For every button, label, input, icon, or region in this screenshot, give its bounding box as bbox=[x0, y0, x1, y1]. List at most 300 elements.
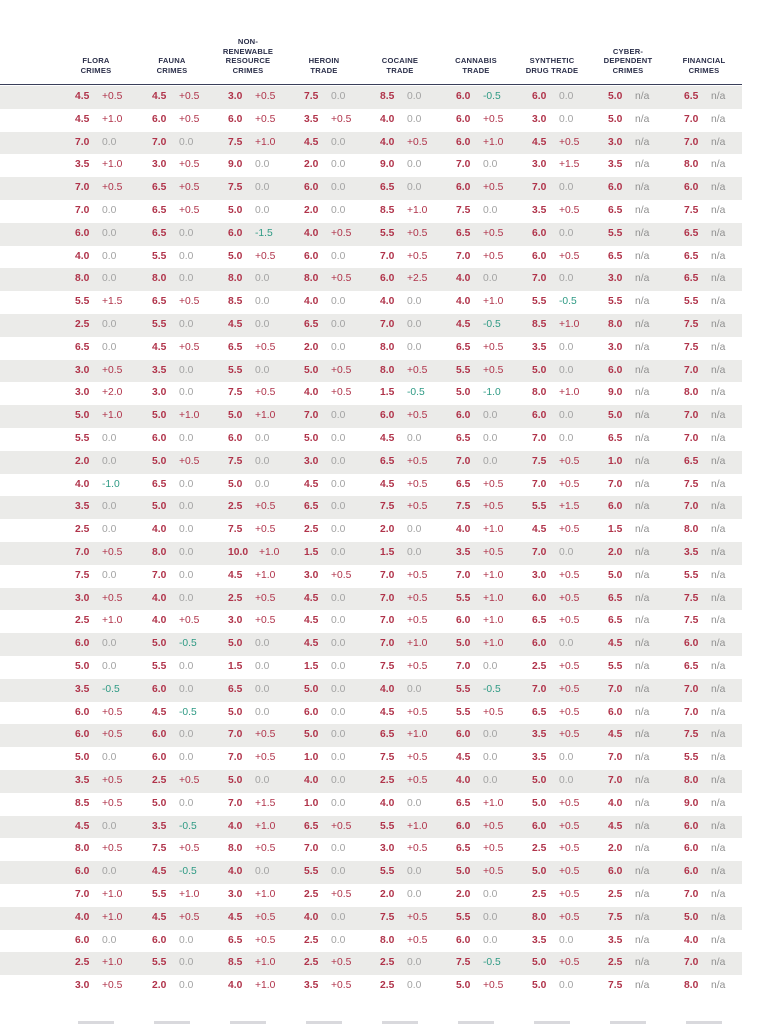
table-cell-flora bbox=[75, 291, 122, 314]
change-value: +0.5 bbox=[331, 957, 352, 969]
table-cell-nonrenewable bbox=[228, 109, 275, 132]
score-value: 5.0 bbox=[456, 866, 471, 878]
change-value: +0.5 bbox=[559, 820, 580, 832]
change-value: 0.0 bbox=[407, 296, 422, 308]
score-value: 9.0 bbox=[608, 387, 623, 399]
table-cell-synthetic bbox=[532, 132, 579, 155]
change-value: 0.0 bbox=[559, 227, 574, 239]
score-value: 3.5 bbox=[304, 113, 319, 125]
change-value: +1.0 bbox=[483, 638, 504, 650]
change-value: 0.0 bbox=[102, 136, 117, 148]
column-header-line: DRUG TRADE bbox=[525, 65, 579, 75]
score-value: 2.5 bbox=[532, 889, 547, 900]
score-value: 5.5 bbox=[304, 866, 319, 878]
change-value: 0.0 bbox=[559, 980, 574, 992]
change-value: 0.0 bbox=[559, 638, 574, 650]
table-cell-fauna bbox=[152, 770, 199, 793]
table-cell-fauna bbox=[152, 952, 193, 975]
table-cell-cocaine bbox=[380, 337, 421, 360]
score-value: 8.0 bbox=[684, 524, 699, 536]
score-value: 3.0 bbox=[75, 364, 90, 376]
table-cell-fauna bbox=[152, 360, 193, 383]
table-cell-cyber bbox=[608, 952, 649, 975]
score-value: 5.0 bbox=[608, 410, 623, 422]
score-value: 4.5 bbox=[75, 91, 90, 102]
table-cell-heroin bbox=[304, 223, 351, 246]
change-value: +0.5 bbox=[407, 410, 428, 422]
table-cell-cannabis bbox=[456, 610, 503, 633]
score-value: 7.0 bbox=[380, 615, 395, 627]
table-cell-flora bbox=[75, 747, 116, 770]
change-value: 0.0 bbox=[483, 934, 498, 946]
table-cell-nonrenewable bbox=[228, 861, 269, 884]
table-cell-cocaine bbox=[380, 702, 427, 725]
change-value: 0.0 bbox=[255, 296, 270, 308]
score-value: 2.5 bbox=[532, 843, 547, 855]
table-row bbox=[0, 109, 742, 132]
table-row bbox=[0, 223, 742, 246]
score-value: 5.5 bbox=[380, 227, 395, 239]
table-cell-flora bbox=[75, 132, 116, 155]
score-value: 6.5 bbox=[608, 250, 623, 262]
change-value: 0.0 bbox=[102, 661, 117, 672]
table-cell-financial bbox=[684, 177, 725, 200]
change-value: +0.5 bbox=[407, 227, 428, 239]
table-cell-cannabis bbox=[456, 314, 501, 337]
table-cell-cocaine bbox=[380, 519, 421, 542]
table-cell-nonrenewable bbox=[228, 314, 269, 337]
change-value: n/a bbox=[635, 980, 650, 992]
table-cell-heroin bbox=[304, 542, 345, 565]
table-cell-financial bbox=[684, 952, 725, 975]
score-value: 4.0 bbox=[152, 524, 167, 536]
change-value: +0.5 bbox=[102, 775, 123, 786]
score-value: 6.5 bbox=[608, 433, 623, 444]
change-value: n/a bbox=[635, 113, 650, 125]
score-value: 6.0 bbox=[75, 227, 90, 239]
change-value: n/a bbox=[711, 113, 726, 125]
table-cell-nonrenewable bbox=[228, 610, 275, 633]
score-value: 4.0 bbox=[228, 866, 243, 878]
table-row bbox=[0, 177, 742, 200]
change-value: 0.0 bbox=[179, 250, 194, 262]
score-value: 3.5 bbox=[152, 820, 167, 832]
score-value: 7.0 bbox=[684, 410, 699, 422]
score-value: 3.5 bbox=[608, 159, 623, 171]
change-value: n/a bbox=[711, 934, 726, 946]
table-cell-fauna bbox=[152, 724, 193, 747]
column-header-line: FINANCIAL bbox=[682, 56, 726, 66]
change-value: +0.5 bbox=[559, 136, 580, 148]
score-value: 4.5 bbox=[152, 341, 167, 353]
change-value: n/a bbox=[635, 250, 650, 262]
change-value: +0.5 bbox=[179, 113, 200, 125]
table-cell-cyber bbox=[608, 86, 649, 109]
column-header-line: SYNTHETIC bbox=[529, 56, 575, 66]
table-cell-cannabis bbox=[456, 930, 497, 953]
score-value: 5.0 bbox=[532, 775, 547, 786]
change-value: 0.0 bbox=[102, 934, 117, 946]
score-value: 4.5 bbox=[608, 729, 623, 741]
table-cell-synthetic bbox=[532, 177, 573, 200]
score-value: 8.0 bbox=[152, 273, 167, 285]
table-cell-heroin bbox=[304, 679, 345, 702]
table-cell-fauna bbox=[152, 930, 193, 953]
table-cell-cannabis bbox=[456, 542, 503, 565]
change-value: n/a bbox=[635, 410, 650, 422]
change-value: 0.0 bbox=[331, 250, 346, 262]
score-value: 6.0 bbox=[152, 433, 167, 444]
score-value: 6.5 bbox=[380, 182, 395, 194]
change-value: +0.5 bbox=[179, 91, 200, 102]
score-value: 4.5 bbox=[532, 136, 547, 148]
table-cell-flora bbox=[75, 770, 122, 793]
change-value: 0.0 bbox=[255, 182, 270, 194]
table-cell-heroin bbox=[304, 360, 351, 383]
change-value: +0.5 bbox=[102, 706, 123, 718]
score-value: 1.5 bbox=[380, 387, 395, 399]
score-value: 8.0 bbox=[684, 159, 699, 171]
table-cell-cannabis bbox=[456, 565, 503, 588]
score-value: 7.0 bbox=[532, 547, 547, 558]
table-cell-nonrenewable bbox=[228, 154, 269, 177]
table-cell-cannabis bbox=[456, 474, 503, 497]
score-value: 6.5 bbox=[228, 683, 243, 695]
table-cell-cocaine bbox=[380, 724, 427, 747]
score-value: 7.0 bbox=[456, 661, 471, 672]
change-value: n/a bbox=[711, 638, 726, 650]
change-value: n/a bbox=[711, 159, 726, 171]
table-cell-flora bbox=[75, 793, 122, 816]
table-row bbox=[0, 200, 742, 223]
score-value: 1.5 bbox=[304, 547, 319, 558]
change-value: n/a bbox=[635, 569, 650, 581]
change-value: n/a bbox=[635, 91, 650, 102]
change-value: +0.5 bbox=[102, 182, 123, 194]
score-value: 6.5 bbox=[684, 661, 699, 672]
change-value: 0.0 bbox=[407, 319, 422, 330]
table-cell-fauna bbox=[152, 132, 193, 155]
table-cell-flora bbox=[75, 952, 122, 975]
table-cell-cocaine bbox=[380, 952, 421, 975]
change-value: n/a bbox=[711, 889, 726, 900]
table-cell-flora bbox=[75, 177, 122, 200]
change-value: +0.5 bbox=[255, 729, 276, 741]
change-value: 0.0 bbox=[179, 592, 194, 604]
score-value: 2.5 bbox=[75, 615, 90, 627]
table-cell-heroin bbox=[304, 952, 351, 975]
change-value: n/a bbox=[635, 706, 650, 718]
change-value: 0.0 bbox=[483, 729, 498, 741]
change-value: 0.0 bbox=[331, 478, 346, 490]
table-cell-cannabis bbox=[456, 177, 503, 200]
score-value: 6.0 bbox=[684, 843, 699, 855]
change-value: +0.5 bbox=[407, 934, 428, 946]
change-value: 0.0 bbox=[407, 159, 422, 171]
change-value: n/a bbox=[711, 866, 726, 878]
table-cell-synthetic bbox=[532, 474, 579, 497]
score-value: 7.5 bbox=[532, 455, 547, 467]
table-cell-cyber bbox=[608, 884, 649, 907]
table-cell-financial bbox=[684, 565, 725, 588]
change-value: +0.5 bbox=[331, 227, 352, 239]
score-value: 1.5 bbox=[380, 547, 395, 558]
change-value: 0.0 bbox=[102, 638, 117, 650]
table-row bbox=[0, 952, 742, 975]
score-value: 6.0 bbox=[456, 91, 471, 102]
table-cell-nonrenewable bbox=[228, 679, 269, 702]
score-value: 5.0 bbox=[456, 980, 471, 992]
change-value: +0.5 bbox=[331, 980, 352, 992]
table-cell-heroin bbox=[304, 177, 345, 200]
change-value: +1.0 bbox=[255, 136, 276, 148]
table-cell-heroin bbox=[304, 793, 345, 816]
table-cell-cannabis bbox=[456, 679, 501, 702]
table-cell-nonrenewable bbox=[228, 474, 269, 497]
table-cell-heroin bbox=[304, 474, 345, 497]
score-value: 6.0 bbox=[456, 615, 471, 627]
score-value: 9.0 bbox=[228, 159, 243, 171]
score-value: 7.5 bbox=[380, 911, 395, 923]
change-value: +0.5 bbox=[407, 661, 428, 672]
score-value: 7.5 bbox=[228, 387, 243, 399]
change-value: +0.5 bbox=[559, 455, 580, 467]
table-cell-cannabis bbox=[456, 132, 503, 155]
table-cell-fauna bbox=[152, 588, 193, 611]
table-cell-cyber bbox=[608, 633, 649, 656]
change-value: n/a bbox=[711, 273, 726, 285]
column-header-line: RESOURCE bbox=[225, 56, 271, 66]
change-value: 0.0 bbox=[331, 136, 346, 148]
score-value: 2.0 bbox=[75, 455, 90, 467]
table-cell-synthetic bbox=[532, 314, 579, 337]
table-cell-cannabis bbox=[456, 861, 503, 884]
score-value: 7.0 bbox=[456, 159, 471, 171]
change-value: +0.5 bbox=[179, 911, 200, 923]
change-value: 0.0 bbox=[407, 182, 422, 194]
score-value: 5.5 bbox=[532, 296, 547, 308]
table-row bbox=[0, 702, 742, 725]
score-value: 5.0 bbox=[228, 478, 243, 490]
score-value: 2.0 bbox=[608, 843, 623, 855]
score-value: 5.0 bbox=[608, 569, 623, 581]
change-value: +1.0 bbox=[483, 136, 504, 148]
score-value: 2.5 bbox=[304, 957, 319, 969]
column-header-cyber bbox=[590, 47, 666, 75]
change-value: 0.0 bbox=[102, 341, 117, 353]
table-cell-synthetic bbox=[532, 223, 573, 246]
table-cell-cyber bbox=[608, 109, 649, 132]
score-value: 6.5 bbox=[152, 182, 167, 194]
score-value: 3.5 bbox=[75, 775, 90, 786]
score-value: 7.0 bbox=[75, 136, 90, 148]
change-value: +1.0 bbox=[559, 319, 580, 330]
change-value: 0.0 bbox=[102, 319, 117, 330]
change-value: 0.0 bbox=[559, 410, 574, 422]
table-cell-financial bbox=[684, 542, 725, 565]
table-cell-cyber bbox=[608, 588, 649, 611]
score-value: 3.0 bbox=[304, 569, 319, 581]
table-cell-synthetic bbox=[532, 86, 573, 109]
score-value: 5.5 bbox=[608, 296, 623, 308]
table-cell-cannabis bbox=[456, 496, 503, 519]
change-value: 0.0 bbox=[255, 478, 270, 490]
change-value: n/a bbox=[711, 569, 726, 581]
score-value: 4.0 bbox=[456, 775, 471, 786]
change-value: +0.5 bbox=[559, 250, 580, 262]
score-value: 3.0 bbox=[304, 455, 319, 467]
table-cell-heroin bbox=[304, 496, 345, 519]
table-cell-synthetic bbox=[532, 747, 573, 770]
score-value: 5.0 bbox=[75, 410, 90, 422]
table-cell-cocaine bbox=[380, 633, 427, 656]
change-value: +2.5 bbox=[407, 273, 428, 285]
table-cell-cannabis bbox=[456, 360, 503, 383]
table-cell-heroin bbox=[304, 405, 345, 428]
table-cell-financial bbox=[684, 132, 725, 155]
table-cell-synthetic bbox=[532, 816, 579, 839]
table-cell-cannabis bbox=[456, 770, 497, 793]
table-cell-heroin bbox=[304, 565, 351, 588]
change-value: +0.5 bbox=[102, 592, 123, 604]
score-value: 6.0 bbox=[532, 91, 547, 102]
table-cell-financial bbox=[684, 291, 725, 314]
change-value: 0.0 bbox=[255, 706, 270, 718]
change-value: 0.0 bbox=[559, 433, 574, 444]
score-value: 3.0 bbox=[152, 159, 167, 171]
change-value: 0.0 bbox=[255, 319, 270, 330]
table-cell-synthetic bbox=[532, 360, 573, 383]
column-header-line: TRADE bbox=[386, 65, 414, 75]
score-value: 7.0 bbox=[152, 136, 167, 148]
change-value: 0.0 bbox=[102, 866, 117, 878]
column-header-line: FAUNA bbox=[158, 56, 186, 66]
score-value: 6.5 bbox=[228, 934, 243, 946]
table-cell-financial bbox=[684, 793, 725, 816]
change-value: n/a bbox=[711, 227, 726, 239]
table-cell-heroin bbox=[304, 907, 345, 930]
score-value: 7.5 bbox=[380, 661, 395, 672]
score-value: 8.0 bbox=[304, 273, 319, 285]
change-value: -0.5 bbox=[483, 319, 501, 330]
table-row bbox=[0, 451, 742, 474]
score-value: 7.5 bbox=[684, 729, 699, 741]
score-value: 2.0 bbox=[304, 159, 319, 171]
score-value: 7.5 bbox=[380, 501, 395, 513]
change-value: +1.0 bbox=[483, 524, 504, 536]
table-cell-financial bbox=[684, 610, 725, 633]
change-value: +0.5 bbox=[559, 569, 580, 581]
table-cell-fauna bbox=[152, 907, 199, 930]
score-value: 4.5 bbox=[152, 866, 167, 878]
table-row bbox=[0, 633, 742, 656]
score-value: 3.0 bbox=[532, 569, 547, 581]
table-cell-fauna bbox=[152, 177, 199, 200]
score-value: 7.0 bbox=[228, 729, 243, 741]
change-value: +0.5 bbox=[407, 752, 428, 764]
table-cell-flora bbox=[75, 200, 116, 223]
score-value: 6.0 bbox=[456, 182, 471, 194]
table-cell-fauna bbox=[152, 200, 199, 223]
change-value: n/a bbox=[711, 182, 726, 194]
table-cell-cyber bbox=[608, 610, 649, 633]
table-cell-nonrenewable bbox=[228, 702, 269, 725]
score-value: 7.0 bbox=[532, 478, 547, 490]
score-value: 7.5 bbox=[608, 911, 623, 923]
change-value: 0.0 bbox=[331, 159, 346, 171]
change-value: +0.5 bbox=[255, 250, 276, 262]
change-value: n/a bbox=[635, 227, 650, 239]
table-cell-cannabis bbox=[456, 291, 503, 314]
table-cell-flora bbox=[75, 838, 122, 861]
score-value: 6.5 bbox=[684, 227, 699, 239]
score-value: 3.5 bbox=[75, 159, 90, 171]
change-value: n/a bbox=[635, 387, 650, 399]
score-value: 6.5 bbox=[380, 729, 395, 741]
change-value: 0.0 bbox=[179, 934, 194, 946]
change-value: +1.5 bbox=[102, 296, 123, 308]
score-value: 3.0 bbox=[228, 615, 243, 627]
change-value: n/a bbox=[711, 615, 726, 627]
table-cell-fauna bbox=[152, 884, 199, 907]
column-header-line: CRIMES bbox=[156, 65, 188, 75]
table-cell-heroin bbox=[304, 382, 351, 405]
table-cell-cannabis bbox=[456, 200, 497, 223]
change-value: 0.0 bbox=[483, 159, 498, 171]
table-cell-synthetic bbox=[532, 610, 579, 633]
change-value: +1.0 bbox=[255, 820, 276, 832]
score-value: 6.0 bbox=[608, 706, 623, 718]
table-cell-synthetic bbox=[532, 542, 573, 565]
score-value: 2.5 bbox=[152, 775, 167, 786]
score-value: 5.0 bbox=[152, 501, 167, 513]
change-value: +0.5 bbox=[483, 547, 504, 558]
score-value: 6.0 bbox=[532, 227, 547, 239]
table-cell-financial bbox=[684, 975, 725, 998]
table-cell-flora bbox=[75, 542, 122, 565]
change-value: 0.0 bbox=[179, 797, 194, 809]
change-value: 0.0 bbox=[407, 433, 422, 444]
change-value: +0.5 bbox=[559, 889, 580, 900]
change-value: 0.0 bbox=[255, 775, 270, 786]
change-value: n/a bbox=[635, 273, 650, 285]
table-cell-flora bbox=[75, 565, 116, 588]
change-value: -0.5 bbox=[179, 866, 197, 878]
change-value: +0.5 bbox=[483, 113, 504, 125]
change-value: 0.0 bbox=[179, 752, 194, 764]
change-value: 0.0 bbox=[559, 364, 574, 376]
score-value: 5.0 bbox=[152, 410, 167, 422]
score-value: 6.5 bbox=[456, 478, 471, 490]
table-cell-cyber bbox=[608, 268, 649, 291]
table-row bbox=[0, 884, 742, 907]
change-value: n/a bbox=[711, 706, 726, 718]
change-value: 0.0 bbox=[559, 273, 574, 285]
score-value: 3.0 bbox=[75, 592, 90, 604]
score-value: 4.5 bbox=[380, 478, 395, 490]
table-cell-flora bbox=[75, 633, 116, 656]
score-value: 8.0 bbox=[380, 341, 395, 353]
table-cell-nonrenewable bbox=[228, 724, 275, 747]
score-value: 4.5 bbox=[75, 820, 90, 832]
table-row bbox=[0, 816, 742, 839]
change-value: 0.0 bbox=[102, 205, 117, 216]
table-cell-cyber bbox=[608, 747, 649, 770]
score-value: 6.0 bbox=[380, 273, 395, 285]
table-cell-cocaine bbox=[380, 109, 421, 132]
change-value: +1.0 bbox=[483, 569, 504, 581]
table-cell-cocaine bbox=[380, 975, 421, 998]
